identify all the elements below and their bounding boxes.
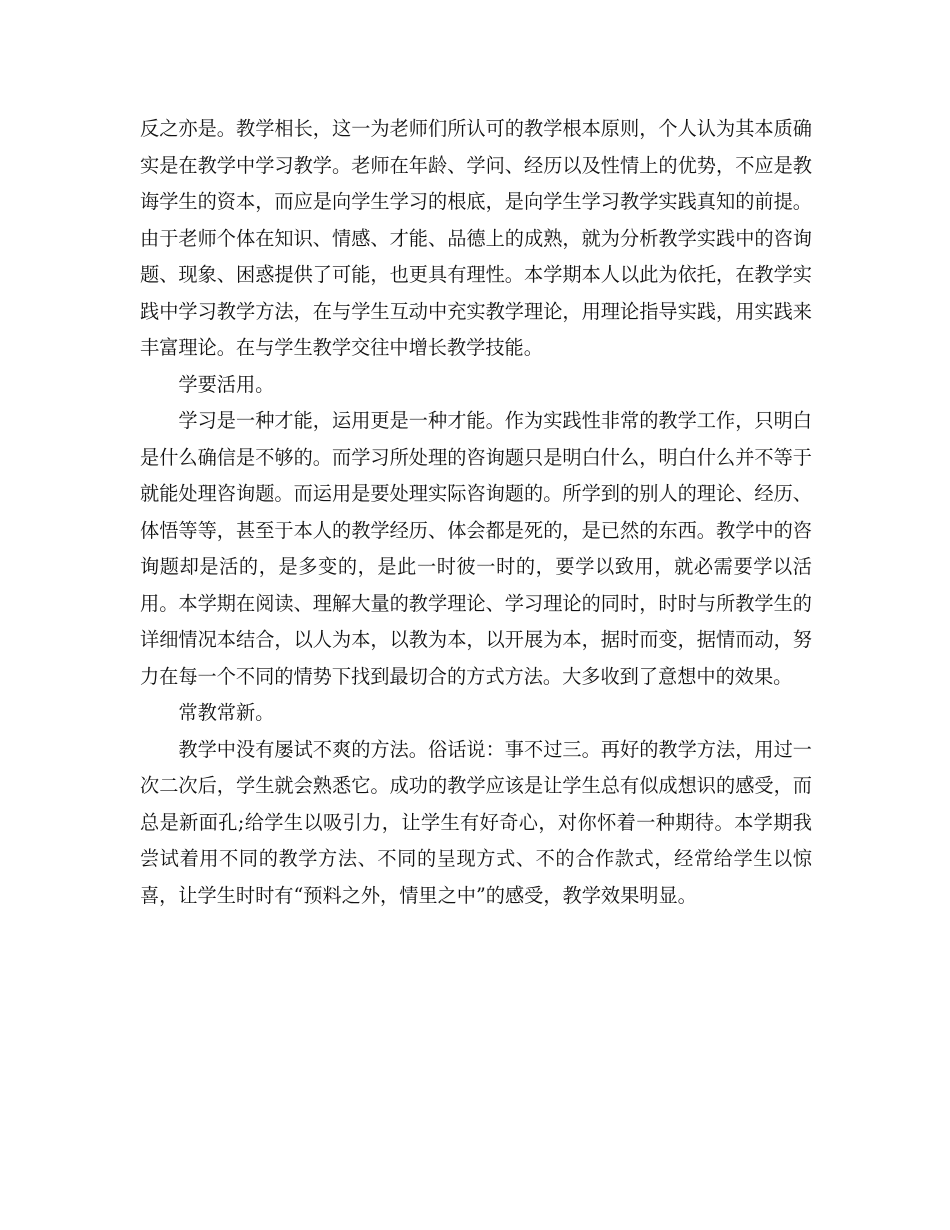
paragraph-teach-anew: 教学中没有屡试不爽的方法。俗话说：事不过三。再好的教学方法，用过一次二次后，学生就会熟悉它。成功的教学应该是让学生总有似成想识的感受，而总是新面孔;给学生以吸引力，让学生有好奇心，对你怀着一种期待。本学期我尝试着用不同的教学方法、不同的呈现方式、不的合作款式，经常给学生以惊喜，让学生时时有“预料之外，情里之中”的感受，教学效果明显。 bbox=[140, 737, 812, 907]
section-heading-teach-anew: 常教常新。 bbox=[178, 701, 275, 724]
document-body bbox=[140, 111, 812, 914]
paragraph-learn-to-apply: 学习是一种才能，运用更是一种才能。作为实践性非常的教学工作，只明白是什么确信是不够的。而学习所处理的咨询题只是明白什么，明白什么并不等于就能处理咨询题。而运用是要处理实际咨询题的。所学到的别人的理论、经历、体悟等等，甚至于本人的教学经历、体会都是死的，是已然的东西。教学中的咨询题却是活的，是多变的，是此一时彼一时的，要学以致用，就必需要学以活用。本学期在阅读、理解大量的教学理论、学习理论的同时，时时与所教学生的详细情况本结合，以人为本，以教为本，以开展为本，据时而变，据情而动，努力在每一个不同的情势下找到最切合的方式方法。大多收到了意想中的效果。 bbox=[140, 409, 812, 688]
section-heading-learn-to-apply: 学要活用。 bbox=[178, 372, 275, 396]
paragraph-continuation: 反之亦是。教学相长，这一为老师们所认可的教学根本原则，个人认为其本质确实是在教学中学习教学。老师在年龄、学问、经历以及性情上的优势，不应是教诲学生的资本，而应是向学生学习的根底，是向学生学习教学实践真知的前提。由于老师个体在知识、情感、才能、品德上的成熟，就为分析教学实践中的咨询题、现象、困惑提供了可能，也更具有理性。本学期本人以此为依托，在教学实践中学习教学方法，在与学生互动中充实教学理论，用理论指导实践，用实践来丰富理论。在与学生教学交往中增长教学技能。 bbox=[140, 117, 812, 359]
